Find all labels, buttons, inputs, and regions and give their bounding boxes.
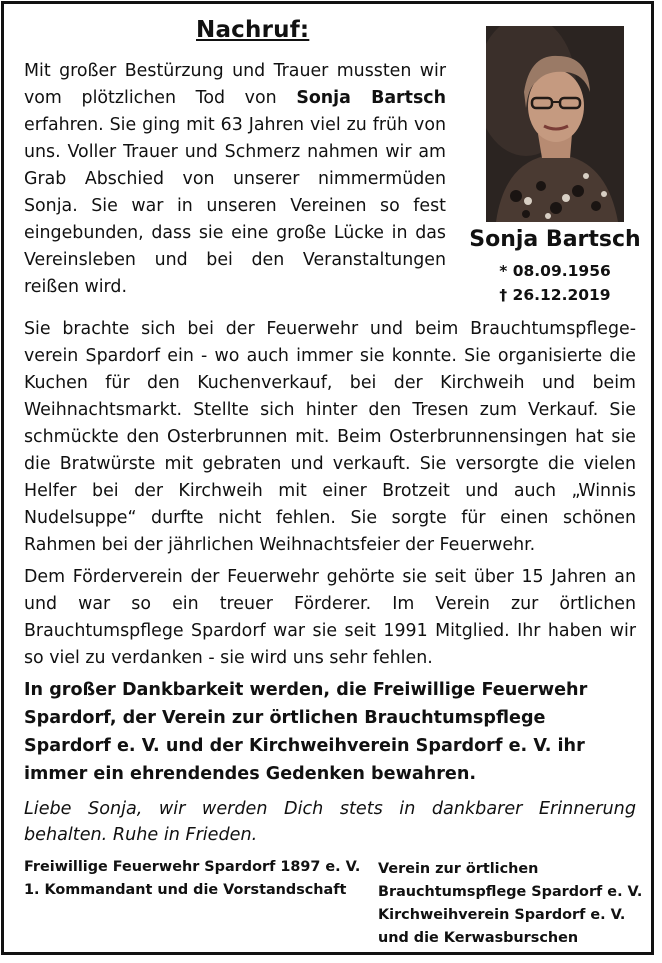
birth-date: * 08.09.1956 <box>499 262 611 280</box>
intro-text-after: erfahren. Sie ging mit 63 Jahren viel zu früh von uns. Voller Trauer und Schmerz nahmen wir am Grab Abschied von unserer nimmermüden Sonja. Sie war in unseren Vereinen so fest eingebunden, dass sie eine große Lücke in das Vereinsleben und bei den Veranstaltungen reißen wird. <box>24 115 446 297</box>
intro-deceased-name: Sonja Bartsch <box>296 88 446 108</box>
membership-paragraph: Dem Förderverein der Feuerwehr gehörte sie seit über 15 Jahren an und war so ein treuer Förderer. Im Verein zur örtlichen Brauchtumspflege Spardorf war sie seit 1991 Mitglied. Ihr haben wir so viel zu verdanken - sie wird uns sehr fehlen. <box>24 567 636 668</box>
signature-right-line: und die Kerwasburschen <box>378 930 579 946</box>
portrait-name: Sonja Bartsch <box>469 227 641 252</box>
signature-right-line: Brauchtumspflege Spardorf e. V. <box>378 884 643 900</box>
signature-right-line: Kirchweihverein Spardorf e. V. <box>378 907 626 923</box>
signature-right <box>378 858 648 950</box>
signature-left <box>24 856 374 902</box>
obituary-title: Nachruf: <box>196 17 310 43</box>
farewell-paragraph: Liebe Sonja, wir werden Dich stets in dankbarer Erinnerung behalten. Ruhe in Frieden. <box>24 799 636 845</box>
gratitude-paragraph: In großer Dankbarkeit werden, die Freiwillige Feuerwehr Spardorf, der Verein zur örtlichen Brauchtumspflege Spardorf e. V. und der Kirchweihverein Spardorf e. V. ihr immer ein ehrendendes Gedenken bewahren. <box>24 680 588 784</box>
signature-left-line: Freiwillige Feuerwehr Spardorf 1897 e. V. <box>24 859 361 875</box>
engagement-paragraph: Sie brachte sich bei der Feuerwehr und beim Brauchtumspflege-verein Spardorf ein - wo auch immer sie konnte. Sie organisierte die Kuchen für den Kuchenverkauf, bei der Kirchweih und beim Weihnachtsmarkt. Stellte sich hinter den Tresen zum Verkauf. Sie schmückte den Osterbrunnen mit. Beim Osterbrunnensingen hat sie die Bratwürste mit gebraten und verkauft. Sie versorgte die vielen Helfer bei der Kirchweih mit einer Brotzeit und auch „Winnis Nudelsuppe“ durfte nicht fehlen. Sie sorgte für einen schönen Rahmen bei der jährlichen Weihnachtsfeier der Feuerwehr. <box>24 319 636 555</box>
death-date: † 26.12.2019 <box>499 286 611 304</box>
portrait-image <box>486 26 624 222</box>
signature-right-line: Verein zur örtlichen <box>378 861 539 877</box>
signature-left-line: 1. Kommandant und die Vorstandschaft <box>24 882 347 898</box>
intro-text-before: Mit großer Bestürzung und Trauer mussten wir vom plötzlichen Tod von <box>24 61 446 108</box>
portrait-photo <box>486 26 624 222</box>
intro-paragraph <box>24 58 446 301</box>
